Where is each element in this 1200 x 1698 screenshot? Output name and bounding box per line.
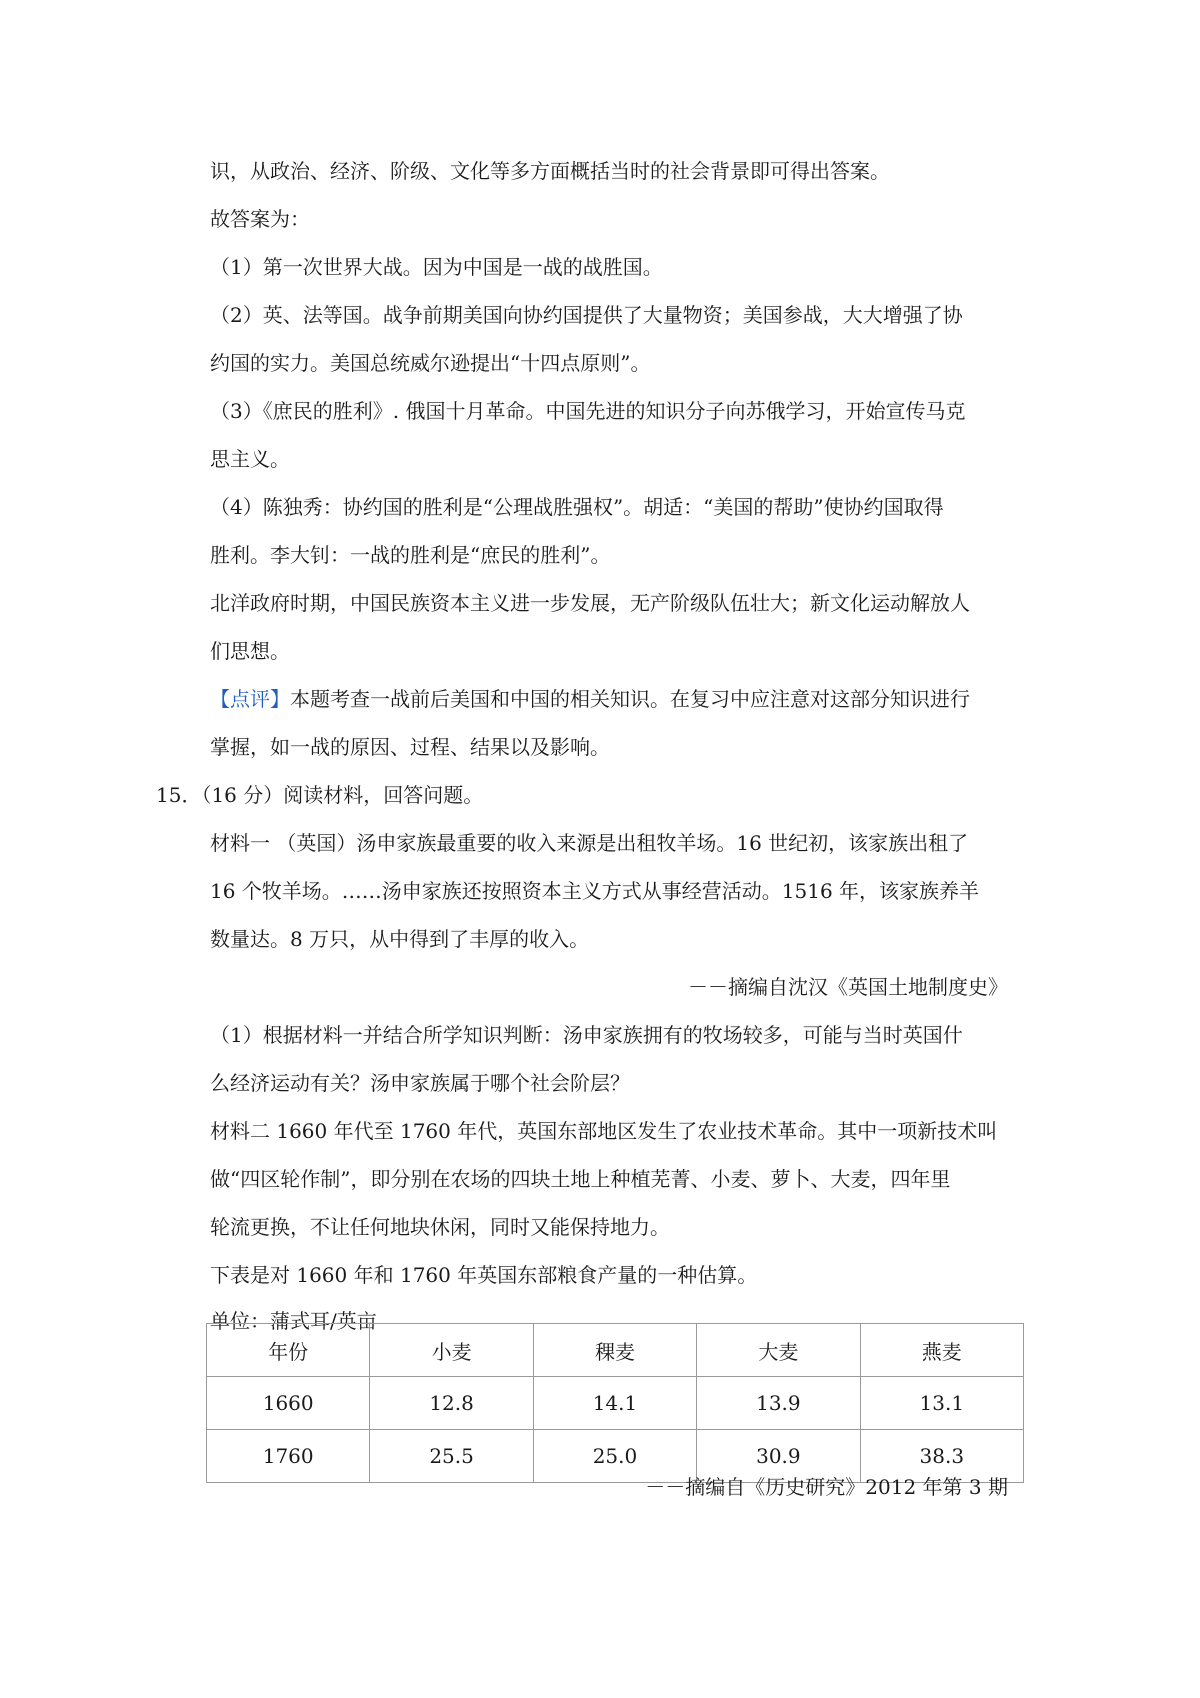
answer-2-line-2: 约国的实力。美国总统威尔逊提出“十四点原则”。 [210, 351, 651, 375]
table-header-cell: 大麦 [697, 1324, 860, 1377]
material-1-line-2: 16 个牧羊场。……汤申家族还按照资本主义方式从事经营活动。1516 年，该家族养羊 [210, 879, 980, 903]
table-header-cell: 小麦 [370, 1324, 533, 1377]
comment-tag: 【点评】 [210, 687, 290, 711]
table-cell: 38.3 [860, 1430, 1023, 1483]
answer-2-line-1: （2）英、法等国。战争前期美国向协约国提供了大量物资；美国参战，大大增强了协 [210, 303, 963, 327]
answer-background-line-2: 们思想。 [210, 639, 290, 663]
answer-background-line-1: 北洋政府时期，中国民族资本主义进一步发展，无产阶级队伍壮大；新文化运动解放人 [210, 591, 970, 615]
answer-heading: 故答案为： [210, 207, 310, 231]
table-header-cell: 年份 [207, 1324, 370, 1377]
table-header-cell: 燕麦 [860, 1324, 1023, 1377]
sub-question-1-line-1: （1）根据材料一并结合所学知识判断：汤申家族拥有的牧场较多，可能与当时英国什 [210, 1023, 963, 1047]
answer-4-line-1: （4）陈独秀：协约国的胜利是“公理战胜强权”。胡适：“美国的帮助”使协约国取得 [210, 495, 944, 519]
material-1-line-3: 数量达。8 万只，从中得到了丰厚的收入。 [210, 927, 590, 951]
table-cell: 13.9 [697, 1377, 860, 1430]
table-cell: 1660 [207, 1377, 370, 1430]
table-header-row [207, 1324, 1024, 1377]
table-cell: 30.9 [697, 1430, 860, 1483]
table-cell: 12.8 [370, 1377, 533, 1430]
table-intro: 下表是对 1660 年和 1760 年英国东部粮食产量的一种估算。 [210, 1263, 758, 1287]
answer-1: （1）第一次世界大战。因为中国是一战的战胜国。 [210, 255, 663, 279]
table-cell: 25.0 [533, 1430, 696, 1483]
material-1-line-1: 材料一 （英国）汤申家族最重要的收入来源是出租牧羊场。16 世纪初，该家族出租了 [210, 831, 969, 855]
table-source: －－摘编自《历史研究》2012 年第 3 期 [645, 1475, 1008, 1499]
material-2-line-1: 材料二 1660 年代至 1760 年代，英国东部地区发生了农业技术革命。其中一项新技术叫 [210, 1119, 998, 1143]
material-2-line-2: 做“四区轮作制”，即分别在农场的四块土地上种植芜菁、小麦、萝卜、大麦，四年里 [210, 1167, 951, 1191]
material-1-source: －－摘编自沈汉《英国土地制度史》 [688, 975, 1008, 999]
comment-line-1 [210, 685, 970, 713]
answer-3-line-2: 思主义。 [210, 447, 290, 471]
grain-yield-table [206, 1323, 1024, 1483]
table-cell: 13.1 [860, 1377, 1023, 1430]
material-2-line-3: 轮流更换，不让任何地块休闲，同时又能保持地力。 [210, 1215, 670, 1239]
table-header-cell: 稞麦 [533, 1324, 696, 1377]
answer-3-line-1: （3）《庶民的胜利》. 俄国十月革命。中国先进的知识分子向苏俄学习，开始宣传马克 [210, 399, 966, 423]
table-unit: 单位：蒲式耳/英亩 [210, 1309, 377, 1333]
sub-question-1-line-2: 么经济运动有关？汤申家族属于哪个社会阶层？ [210, 1071, 630, 1095]
answer-analysis-line: 识，从政治、经济、阶级、文化等多方面概括当时的社会背景即可得出答案。 [210, 159, 890, 183]
table-cell: 14.1 [533, 1377, 696, 1430]
table-cell: 1760 [207, 1430, 370, 1483]
question-15-heading: 15．（16 分）阅读材料，回答问题。 [156, 783, 484, 807]
comment-line-2: 掌握，如一战的原因、过程、结果以及影响。 [210, 735, 610, 759]
answer-4-line-2: 胜利。李大钊：一战的胜利是“庶民的胜利”。 [210, 543, 611, 567]
table-cell: 25.5 [370, 1430, 533, 1483]
comment-text: 本题考查一战前后美国和中国的相关知识。在复习中应注意对这部分知识进行 [290, 687, 970, 711]
table-row [207, 1377, 1024, 1430]
